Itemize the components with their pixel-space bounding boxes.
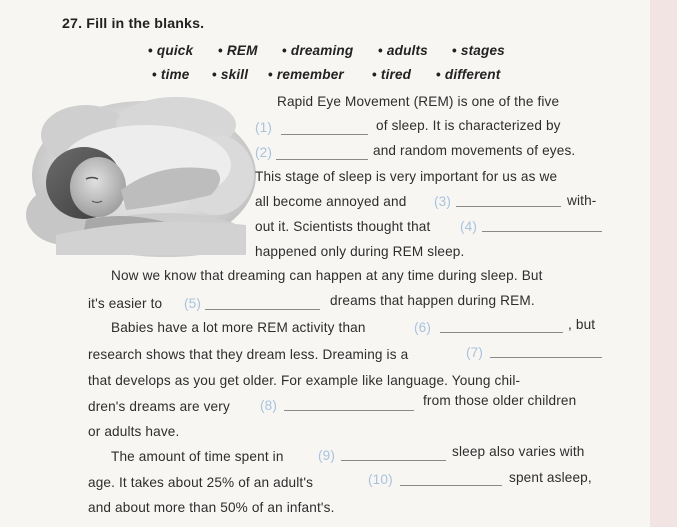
text-line: sleep also varies with bbox=[452, 444, 585, 459]
blank-number: (6) bbox=[414, 320, 432, 335]
text-line: happened only during REM sleep. bbox=[255, 244, 465, 259]
text-line: Babies have a lot more REM activity than bbox=[111, 320, 366, 335]
text-line: and random movements of eyes. bbox=[373, 143, 576, 158]
answer-blank[interactable] bbox=[440, 332, 563, 333]
answer-blank[interactable] bbox=[281, 134, 368, 135]
answer-blank[interactable] bbox=[276, 159, 368, 160]
text-line: , but bbox=[568, 317, 596, 332]
word-bank-item: • quick bbox=[148, 43, 194, 58]
word-bank-item: • REM bbox=[218, 43, 258, 58]
text-line: it's easier to bbox=[88, 296, 163, 311]
exercise-heading bbox=[62, 16, 204, 32]
text-line: This stage of sleep is very important for us as we bbox=[255, 169, 558, 184]
blank-number: (1) bbox=[255, 120, 273, 135]
answer-blank[interactable] bbox=[205, 309, 320, 310]
answer-blank[interactable] bbox=[284, 410, 414, 411]
blank-number: (10) bbox=[368, 472, 393, 487]
text-line: and about more than 50% of an infant's. bbox=[88, 500, 335, 515]
answer-blank[interactable] bbox=[400, 485, 502, 486]
word-bank-item: • tired bbox=[372, 67, 412, 82]
word-bank-item: • skill bbox=[212, 67, 249, 82]
text-line: from those older children bbox=[423, 393, 577, 408]
text-line: of sleep. It is characterized by bbox=[376, 118, 561, 133]
exercise-number: 27. bbox=[62, 16, 83, 32]
text-line: or adults have. bbox=[88, 424, 180, 439]
word-bank-item: • stages bbox=[452, 43, 505, 58]
text-line: research shows that they dream less. Dreaming is a bbox=[88, 347, 409, 362]
text-line: The amount of time spent in bbox=[111, 449, 284, 464]
answer-blank[interactable] bbox=[482, 231, 602, 232]
word-bank-item: • time bbox=[152, 67, 190, 82]
blank-number: (2) bbox=[255, 145, 273, 160]
word-bank-item: • remember bbox=[268, 67, 344, 82]
blank-number: (9) bbox=[318, 448, 336, 463]
blank-number: (7) bbox=[466, 345, 484, 360]
answer-blank[interactable] bbox=[341, 460, 446, 461]
page-edge bbox=[650, 0, 677, 527]
answer-blank[interactable] bbox=[456, 206, 561, 207]
word-bank-item: • adults bbox=[378, 43, 428, 58]
sleeping-person-illustration bbox=[26, 95, 256, 260]
text-line: with- bbox=[567, 193, 597, 208]
blank-number: (5) bbox=[184, 296, 202, 311]
blank-number: (3) bbox=[434, 194, 452, 209]
text-line: that develops as you get older. For example like language. Young chil- bbox=[88, 373, 521, 388]
answer-blank[interactable] bbox=[490, 357, 602, 358]
blank-number: (4) bbox=[460, 219, 478, 234]
exercise-title: Fill in the blanks. bbox=[86, 16, 205, 32]
text-line: spent asleep, bbox=[509, 470, 592, 485]
text-line: out it. Scientists thought that bbox=[255, 219, 431, 234]
text-line: all become annoyed and bbox=[255, 194, 407, 209]
text-line: age. It takes about 25% of an adult's bbox=[88, 475, 314, 490]
text-line: Now we know that dreaming can happen at any time during sleep. But bbox=[111, 268, 543, 283]
word-bank-item: • different bbox=[436, 67, 501, 82]
blank-number: (8) bbox=[260, 398, 278, 413]
word-bank-item: • dreaming bbox=[282, 43, 354, 58]
text-line: dren's dreams are very bbox=[88, 399, 230, 414]
text-line: dreams that happen during REM. bbox=[330, 293, 535, 308]
text-line: Rapid Eye Movement (REM) is one of the five bbox=[277, 94, 560, 109]
